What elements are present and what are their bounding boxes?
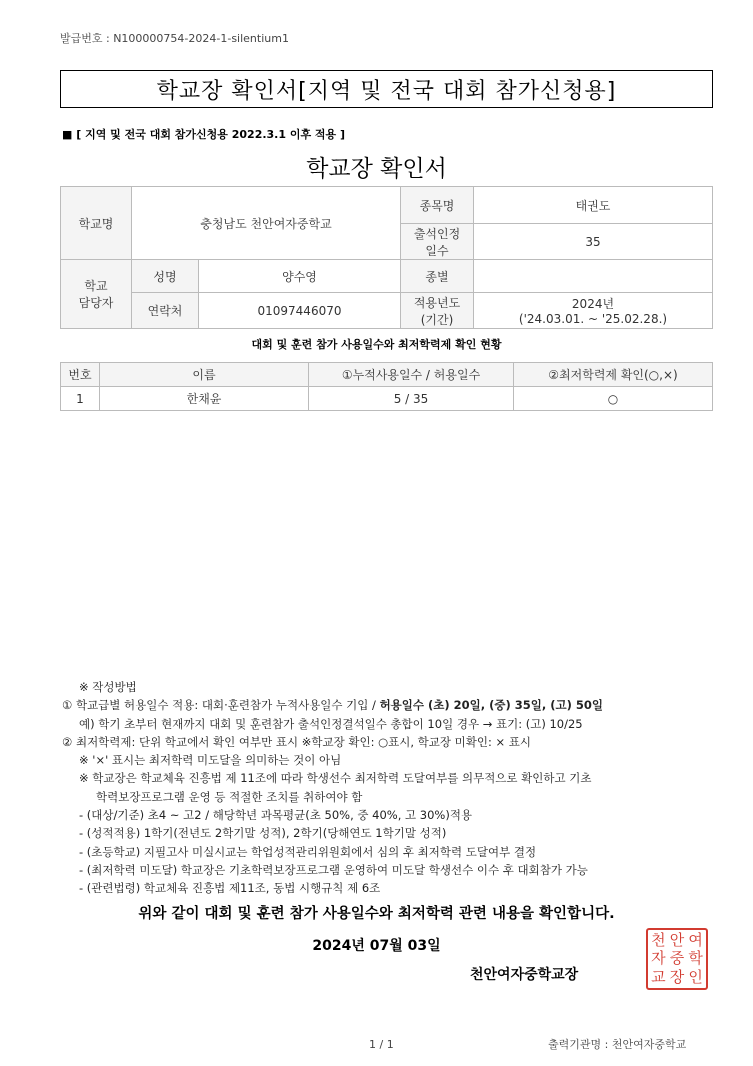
note-line-9: - (초등학교) 지필고사 미실시교는 학업성적관리위원회에서 심의 후 최저학력 도달여부 결정 (79, 844, 537, 859)
header-days: ①누적사용일수 / 허용일수 (309, 363, 514, 387)
row-number: 1 (61, 387, 100, 411)
official-seal (646, 928, 708, 990)
info-table (60, 186, 713, 329)
note-line-3: ② 최저학력제: 단위 학교에서 확인 여부만 표시 ※학교장 확인: ○표시, 학교장 미확인: × 표시 (62, 734, 532, 749)
note-line-10: - (최저학력 미도달) 학교장은 기초학력보장프로그램 운영하여 미도달 학생선수 이수 후 대회참가 가능 (79, 862, 588, 877)
seal-char: 천 (651, 930, 666, 949)
sport-label: 종목명 (401, 187, 474, 224)
seal-char: 자 (651, 949, 666, 968)
category-label: 종별 (401, 260, 474, 293)
year-label-line2: (기간) (420, 312, 454, 327)
year-value (474, 293, 713, 329)
seal-char: 인 (688, 968, 703, 987)
page-title: 학교장 확인서 (306, 156, 447, 182)
attendance-label-line2: 일수 (425, 243, 449, 258)
header-achievement: ②최저학력제 확인(○,×) (514, 363, 713, 387)
note-line-6: 학력보장프로그램 운영 등 적절한 조치를 취하여야 함 (96, 789, 363, 804)
seal-char: 장 (669, 968, 685, 987)
school-value: 충청남도 천안여자중학교 (132, 187, 401, 260)
year-value-line1: 2024년 (571, 297, 615, 311)
confirmation-statement: 위와 같이 대회 및 훈련 참가 사용일수와 최저학력 관련 내용을 확인합니다. (138, 906, 615, 922)
applicability-notice: ■ [ 지역 및 전국 대회 참가신청용 2022.3.1 이후 적용 ] (62, 128, 346, 141)
manager-label-line2: 담당자 (78, 296, 114, 310)
sport-value: 태권도 (474, 187, 713, 224)
note-line-7: - (대상/기준) 초4 ~ 고2 / 해당학년 과목평균(초 50%, 중 40%, 고 30%)적용 (79, 808, 473, 823)
row-achievement: ○ (514, 387, 713, 411)
issue-number: 발급번호 : N100000754-2024-1-silentium1 (60, 32, 289, 45)
note-line-1-bold: 허용일수 (초) 20일, (중) 35일, (고) 50일 (379, 698, 603, 713)
header-name: 이름 (100, 363, 309, 387)
school-label: 학교명 (61, 187, 132, 260)
seal-char: 학 (688, 949, 703, 968)
notes-heading: ※ 작성방법 (79, 680, 137, 694)
row-days: 5 / 35 (309, 387, 514, 411)
table-header-row (61, 363, 713, 387)
note-line-2: 예) 학기 초부터 현재까지 대회 및 훈련참가 출석인정결석일수 총합이 10일 경우 → 표기: (고) 10/25 (79, 716, 583, 731)
section-title: 대회 및 훈련 참가 사용일수와 최저학력제 확인 현황 (251, 338, 502, 351)
seal-char: 안 (669, 930, 685, 949)
category-value (474, 260, 713, 293)
period-value: ('24.03.01. ~ '25.02.28.) (518, 312, 668, 326)
year-label (401, 293, 474, 329)
header-number: 번호 (61, 363, 100, 387)
attendance-label (401, 224, 474, 260)
page-number: 1 / 1 (369, 1038, 394, 1051)
seal-char: 교 (651, 968, 666, 987)
contact-value: 01097446070 (199, 293, 401, 329)
principal-signature: 천안여자중학교장 (470, 967, 579, 983)
issue-date: 2024년 07월 03일 (312, 938, 441, 954)
table-row (61, 387, 713, 411)
note-line-8: - (성적적용) 1학기(전년도 2학기말 성적), 2학기(당해연도 1학기말 성적) (79, 826, 447, 841)
note-line-11: - (관련법령) 학교체육 진흥법 제11조, 동법 시행규칙 제 6조 (79, 881, 381, 896)
manager-label (61, 260, 132, 329)
note-line-4: ※ '×' 표시는 최저학력 미도달을 의미하는 것이 아님 (79, 753, 342, 768)
note-line-1-text: ① 학교급별 허용일수 적용: 대회·훈련참가 누적사용일수 기입 / (62, 698, 380, 713)
name-label: 성명 (132, 260, 199, 293)
seal-char: 중 (669, 949, 685, 968)
note-line-1 (62, 696, 603, 714)
note-line-5: ※ 학교장은 학교체육 진흥법 제 11조에 따라 학생선수 최저학력 도달여부를 의무적으로 확인하고 기초 (79, 771, 592, 786)
output-organization: 출력기관명 : 천안여자중학교 (548, 1038, 687, 1051)
manager-label-line1: 학교 (84, 279, 108, 293)
document-title-box: 학교장 확인서[지역 및 전국 대회 참가신청용] (60, 70, 713, 108)
year-label-line1: 적용년도 (413, 295, 461, 310)
status-table (60, 362, 713, 411)
name-value: 양수영 (199, 260, 401, 293)
attendance-value: 35 (474, 224, 713, 260)
seal-char: 여 (688, 930, 703, 949)
row-name: 한채윤 (100, 387, 309, 411)
contact-label: 연락처 (132, 293, 199, 329)
writing-instructions (62, 678, 603, 898)
attendance-label-line1: 출석인정 (413, 226, 461, 241)
